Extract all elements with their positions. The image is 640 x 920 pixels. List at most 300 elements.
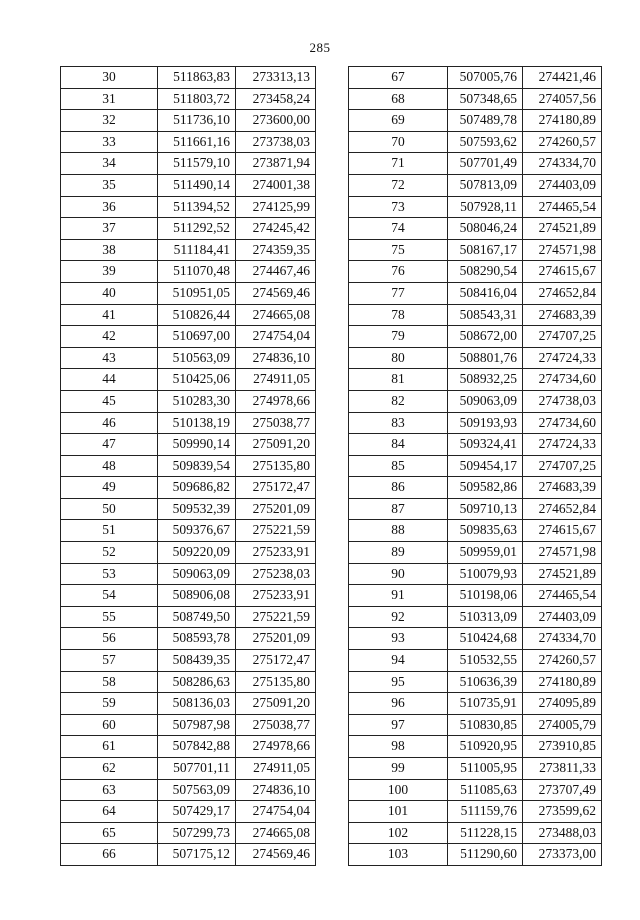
y-coordinate-cell: 274571,98: [523, 239, 602, 261]
table-row: [349, 758, 602, 780]
point-number-cell: 63: [61, 779, 158, 801]
point-number-cell: 77: [349, 282, 448, 304]
y-coordinate-cell: 274665,08: [236, 822, 316, 844]
x-coordinate-cell: 510313,09: [448, 606, 523, 628]
x-coordinate-cell: 507701,11: [158, 758, 236, 780]
y-coordinate-cell: 275091,20: [236, 434, 316, 456]
table-row: [349, 412, 602, 434]
point-number-cell: 79: [349, 326, 448, 348]
table-row: [349, 822, 602, 844]
point-number-cell: 81: [349, 369, 448, 391]
x-coordinate-cell: 509063,09: [158, 563, 236, 585]
y-coordinate-cell: 274754,04: [236, 801, 316, 823]
table-row: [349, 693, 602, 715]
x-coordinate-cell: 511085,63: [448, 779, 523, 801]
y-coordinate-cell: 275135,80: [236, 671, 316, 693]
y-coordinate-cell: 274734,60: [523, 412, 602, 434]
y-coordinate-cell: 273707,49: [523, 779, 602, 801]
point-number-cell: 44: [61, 369, 158, 391]
x-coordinate-cell: 509835,63: [448, 520, 523, 542]
table-row: [349, 628, 602, 650]
table-row: [61, 390, 316, 412]
table-row: [61, 801, 316, 823]
y-coordinate-cell: 275038,77: [236, 412, 316, 434]
y-coordinate-cell: 275172,47: [236, 650, 316, 672]
y-coordinate-cell: 274260,57: [523, 131, 602, 153]
x-coordinate-cell: 511579,10: [158, 153, 236, 175]
y-coordinate-cell: 274180,89: [523, 671, 602, 693]
table-row: [61, 779, 316, 801]
table-row: [61, 844, 316, 866]
table-row: [349, 606, 602, 628]
y-coordinate-cell: 274652,84: [523, 282, 602, 304]
y-coordinate-cell: 274359,35: [236, 239, 316, 261]
point-number-cell: 96: [349, 693, 448, 715]
table-row: [349, 434, 602, 456]
y-coordinate-cell: 274665,08: [236, 304, 316, 326]
y-coordinate-cell: 273458,24: [236, 88, 316, 110]
table-row: [61, 88, 316, 110]
x-coordinate-cell: 508672,00: [448, 326, 523, 348]
point-number-cell: 93: [349, 628, 448, 650]
table-row: [349, 131, 602, 153]
x-coordinate-cell: 507005,76: [448, 67, 523, 89]
y-coordinate-cell: 274465,54: [523, 196, 602, 218]
x-coordinate-cell: 510283,30: [158, 390, 236, 412]
table-row: [61, 239, 316, 261]
table-row: [349, 347, 602, 369]
table-row: [61, 477, 316, 499]
x-coordinate-cell: 509839,54: [158, 455, 236, 477]
point-number-cell: 82: [349, 390, 448, 412]
x-coordinate-cell: 510920,95: [448, 736, 523, 758]
point-number-cell: 69: [349, 110, 448, 132]
point-number-cell: 54: [61, 585, 158, 607]
point-number-cell: 72: [349, 174, 448, 196]
y-coordinate-cell: 274521,89: [523, 563, 602, 585]
y-coordinate-cell: 274738,03: [523, 390, 602, 412]
x-coordinate-cell: 511005,95: [448, 758, 523, 780]
x-coordinate-cell: 510424,68: [448, 628, 523, 650]
y-coordinate-cell: 274125,99: [236, 196, 316, 218]
point-number-cell: 36: [61, 196, 158, 218]
point-number-cell: 75: [349, 239, 448, 261]
x-coordinate-cell: 508801,76: [448, 347, 523, 369]
y-coordinate-cell: 273599,62: [523, 801, 602, 823]
x-coordinate-cell: 510636,39: [448, 671, 523, 693]
point-number-cell: 86: [349, 477, 448, 499]
point-number-cell: 64: [61, 801, 158, 823]
y-coordinate-cell: 274754,04: [236, 326, 316, 348]
x-coordinate-cell: 510425,06: [158, 369, 236, 391]
table-row: [349, 390, 602, 412]
y-coordinate-cell: 274095,89: [523, 693, 602, 715]
table-row: [61, 196, 316, 218]
table-row: [61, 218, 316, 240]
y-coordinate-cell: 273871,94: [236, 153, 316, 175]
x-coordinate-cell: 507842,88: [158, 736, 236, 758]
table-row: [349, 153, 602, 175]
x-coordinate-cell: 510198,06: [448, 585, 523, 607]
x-coordinate-cell: 509193,93: [448, 412, 523, 434]
x-coordinate-cell: 510735,91: [448, 693, 523, 715]
table-row: [349, 218, 602, 240]
point-number-cell: 103: [349, 844, 448, 866]
point-number-cell: 90: [349, 563, 448, 585]
y-coordinate-cell: 273738,03: [236, 131, 316, 153]
coordinates-table-left: [60, 66, 316, 866]
y-coordinate-cell: 274334,70: [523, 153, 602, 175]
y-coordinate-cell: 275201,09: [236, 628, 316, 650]
table-row: [61, 326, 316, 348]
point-number-cell: 48: [61, 455, 158, 477]
table-row: [349, 563, 602, 585]
y-coordinate-cell: 274683,39: [523, 304, 602, 326]
table-row: [349, 585, 602, 607]
point-number-cell: 74: [349, 218, 448, 240]
table-row: [61, 282, 316, 304]
x-coordinate-cell: 509582,86: [448, 477, 523, 499]
x-coordinate-cell: 508290,54: [448, 261, 523, 283]
table-row: [61, 434, 316, 456]
x-coordinate-cell: 508749,50: [158, 606, 236, 628]
table-row: [349, 844, 602, 866]
x-coordinate-cell: 510697,00: [158, 326, 236, 348]
x-coordinate-cell: 508906,08: [158, 585, 236, 607]
table-row: [349, 542, 602, 564]
y-coordinate-cell: 274707,25: [523, 455, 602, 477]
table-row: [349, 714, 602, 736]
x-coordinate-cell: 511070,48: [158, 261, 236, 283]
table-row: [349, 261, 602, 283]
y-coordinate-cell: 274911,05: [236, 758, 316, 780]
y-coordinate-cell: 274467,46: [236, 261, 316, 283]
table-row: [349, 239, 602, 261]
y-coordinate-cell: 274334,70: [523, 628, 602, 650]
y-coordinate-cell: 275238,03: [236, 563, 316, 585]
y-coordinate-cell: 275221,59: [236, 520, 316, 542]
table-row: [61, 736, 316, 758]
point-number-cell: 45: [61, 390, 158, 412]
table-row: [349, 477, 602, 499]
point-number-cell: 59: [61, 693, 158, 715]
table-row: [349, 196, 602, 218]
point-number-cell: 39: [61, 261, 158, 283]
table-row: [61, 714, 316, 736]
table-row: [61, 758, 316, 780]
table-row: [61, 110, 316, 132]
table-row: [61, 520, 316, 542]
y-coordinate-cell: 274421,46: [523, 67, 602, 89]
x-coordinate-cell: 507813,09: [448, 174, 523, 196]
y-coordinate-cell: 274911,05: [236, 369, 316, 391]
x-coordinate-cell: 509990,14: [158, 434, 236, 456]
table-body: [61, 67, 316, 866]
point-number-cell: 62: [61, 758, 158, 780]
point-number-cell: 42: [61, 326, 158, 348]
point-number-cell: 50: [61, 498, 158, 520]
point-number-cell: 37: [61, 218, 158, 240]
table-row: [349, 304, 602, 326]
x-coordinate-cell: 507563,09: [158, 779, 236, 801]
x-coordinate-cell: 508439,35: [158, 650, 236, 672]
coordinates-table-right: [348, 66, 602, 866]
y-coordinate-cell: 275221,59: [236, 606, 316, 628]
table-row: [61, 153, 316, 175]
table-row: [61, 455, 316, 477]
table-row: [349, 520, 602, 542]
x-coordinate-cell: 510830,85: [448, 714, 523, 736]
x-coordinate-cell: 510138,19: [158, 412, 236, 434]
table-row: [61, 542, 316, 564]
table-row: [61, 347, 316, 369]
x-coordinate-cell: 507701,49: [448, 153, 523, 175]
point-number-cell: 38: [61, 239, 158, 261]
point-number-cell: 95: [349, 671, 448, 693]
y-coordinate-cell: 273600,00: [236, 110, 316, 132]
table-row: [349, 736, 602, 758]
point-number-cell: 56: [61, 628, 158, 650]
point-number-cell: 47: [61, 434, 158, 456]
point-number-cell: 35: [61, 174, 158, 196]
point-number-cell: 33: [61, 131, 158, 153]
point-number-cell: 31: [61, 88, 158, 110]
table-row: [349, 779, 602, 801]
y-coordinate-cell: 274403,09: [523, 174, 602, 196]
point-number-cell: 88: [349, 520, 448, 542]
x-coordinate-cell: 509959,01: [448, 542, 523, 564]
y-coordinate-cell: 274057,56: [523, 88, 602, 110]
table-row: [61, 606, 316, 628]
x-coordinate-cell: 511394,52: [158, 196, 236, 218]
y-coordinate-cell: 273910,85: [523, 736, 602, 758]
x-coordinate-cell: 508286,63: [158, 671, 236, 693]
point-number-cell: 100: [349, 779, 448, 801]
y-coordinate-cell: 274707,25: [523, 326, 602, 348]
y-coordinate-cell: 274615,67: [523, 261, 602, 283]
table-row: [349, 498, 602, 520]
point-number-cell: 89: [349, 542, 448, 564]
y-coordinate-cell: 275038,77: [236, 714, 316, 736]
table-row: [349, 67, 602, 89]
x-coordinate-cell: 507489,78: [448, 110, 523, 132]
point-number-cell: 46: [61, 412, 158, 434]
table-row: [61, 628, 316, 650]
x-coordinate-cell: 509324,41: [448, 434, 523, 456]
point-number-cell: 102: [349, 822, 448, 844]
x-coordinate-cell: 511184,41: [158, 239, 236, 261]
x-coordinate-cell: 507987,98: [158, 714, 236, 736]
point-number-cell: 78: [349, 304, 448, 326]
x-coordinate-cell: 507348,65: [448, 88, 523, 110]
y-coordinate-cell: 274734,60: [523, 369, 602, 391]
y-coordinate-cell: 274569,46: [236, 282, 316, 304]
y-coordinate-cell: 274836,10: [236, 779, 316, 801]
table-row: [61, 174, 316, 196]
x-coordinate-cell: 508593,78: [158, 628, 236, 650]
point-number-cell: 67: [349, 67, 448, 89]
x-coordinate-cell: 507175,12: [158, 844, 236, 866]
table-row: [61, 693, 316, 715]
table-row: [61, 261, 316, 283]
point-number-cell: 65: [61, 822, 158, 844]
table-row: [61, 671, 316, 693]
point-number-cell: 99: [349, 758, 448, 780]
x-coordinate-cell: 511661,16: [158, 131, 236, 153]
x-coordinate-cell: 511290,60: [448, 844, 523, 866]
point-number-cell: 43: [61, 347, 158, 369]
y-coordinate-cell: 274260,57: [523, 650, 602, 672]
point-number-cell: 92: [349, 606, 448, 628]
y-coordinate-cell: 274724,33: [523, 347, 602, 369]
table-row: [349, 326, 602, 348]
point-number-cell: 84: [349, 434, 448, 456]
table-row: [61, 585, 316, 607]
table-row: [61, 131, 316, 153]
point-number-cell: 85: [349, 455, 448, 477]
table-row: [349, 455, 602, 477]
table-row: [61, 304, 316, 326]
table-row: [349, 282, 602, 304]
point-number-cell: 76: [349, 261, 448, 283]
x-coordinate-cell: 511863,83: [158, 67, 236, 89]
y-coordinate-cell: 274245,42: [236, 218, 316, 240]
x-coordinate-cell: 507299,73: [158, 822, 236, 844]
y-coordinate-cell: 275201,09: [236, 498, 316, 520]
y-coordinate-cell: 273488,03: [523, 822, 602, 844]
x-coordinate-cell: 511490,14: [158, 174, 236, 196]
table-row: [61, 822, 316, 844]
x-coordinate-cell: 507429,17: [158, 801, 236, 823]
table-body: [349, 67, 602, 866]
point-number-cell: 57: [61, 650, 158, 672]
y-coordinate-cell: 274005,79: [523, 714, 602, 736]
point-number-cell: 34: [61, 153, 158, 175]
point-number-cell: 68: [349, 88, 448, 110]
x-coordinate-cell: 511159,76: [448, 801, 523, 823]
table-row: [61, 650, 316, 672]
table-row: [349, 671, 602, 693]
point-number-cell: 49: [61, 477, 158, 499]
x-coordinate-cell: 511228,15: [448, 822, 523, 844]
x-coordinate-cell: 508932,25: [448, 369, 523, 391]
x-coordinate-cell: 509532,39: [158, 498, 236, 520]
table-row: [61, 563, 316, 585]
table-row: [349, 110, 602, 132]
point-number-cell: 53: [61, 563, 158, 585]
x-coordinate-cell: 510532,55: [448, 650, 523, 672]
point-number-cell: 97: [349, 714, 448, 736]
x-coordinate-cell: 510563,09: [158, 347, 236, 369]
y-coordinate-cell: 274521,89: [523, 218, 602, 240]
y-coordinate-cell: 275233,91: [236, 585, 316, 607]
y-coordinate-cell: 275172,47: [236, 477, 316, 499]
y-coordinate-cell: 275135,80: [236, 455, 316, 477]
y-coordinate-cell: 274001,38: [236, 174, 316, 196]
x-coordinate-cell: 509220,09: [158, 542, 236, 564]
table-row: [61, 369, 316, 391]
y-coordinate-cell: 274569,46: [236, 844, 316, 866]
x-coordinate-cell: 509063,09: [448, 390, 523, 412]
point-number-cell: 58: [61, 671, 158, 693]
point-number-cell: 66: [61, 844, 158, 866]
point-number-cell: 80: [349, 347, 448, 369]
y-coordinate-cell: 274978,66: [236, 390, 316, 412]
page-number: 285: [309, 40, 331, 55]
point-number-cell: 51: [61, 520, 158, 542]
table-row: [349, 801, 602, 823]
point-number-cell: 94: [349, 650, 448, 672]
y-coordinate-cell: 275233,91: [236, 542, 316, 564]
point-number-cell: 60: [61, 714, 158, 736]
y-coordinate-cell: 274652,84: [523, 498, 602, 520]
x-coordinate-cell: 511736,10: [158, 110, 236, 132]
y-coordinate-cell: 274403,09: [523, 606, 602, 628]
point-number-cell: 70: [349, 131, 448, 153]
x-coordinate-cell: 507928,11: [448, 196, 523, 218]
table-row: [61, 498, 316, 520]
point-number-cell: 101: [349, 801, 448, 823]
table-row: [349, 650, 602, 672]
y-coordinate-cell: 274615,67: [523, 520, 602, 542]
x-coordinate-cell: 510951,05: [158, 282, 236, 304]
table-row: [349, 369, 602, 391]
x-coordinate-cell: 508136,03: [158, 693, 236, 715]
point-number-cell: 98: [349, 736, 448, 758]
x-coordinate-cell: 508543,31: [448, 304, 523, 326]
point-number-cell: 41: [61, 304, 158, 326]
point-number-cell: 55: [61, 606, 158, 628]
y-coordinate-cell: 275091,20: [236, 693, 316, 715]
y-coordinate-cell: 274836,10: [236, 347, 316, 369]
y-coordinate-cell: 273373,00: [523, 844, 602, 866]
x-coordinate-cell: 509710,13: [448, 498, 523, 520]
x-coordinate-cell: 510826,44: [158, 304, 236, 326]
table-row: [61, 412, 316, 434]
y-coordinate-cell: 274465,54: [523, 585, 602, 607]
point-number-cell: 61: [61, 736, 158, 758]
table-row: [61, 67, 316, 89]
y-coordinate-cell: 274180,89: [523, 110, 602, 132]
x-coordinate-cell: 507593,62: [448, 131, 523, 153]
point-number-cell: 87: [349, 498, 448, 520]
x-coordinate-cell: 510079,93: [448, 563, 523, 585]
y-coordinate-cell: 274571,98: [523, 542, 602, 564]
point-number-cell: 52: [61, 542, 158, 564]
x-coordinate-cell: 511292,52: [158, 218, 236, 240]
y-coordinate-cell: 274683,39: [523, 477, 602, 499]
x-coordinate-cell: 509686,82: [158, 477, 236, 499]
point-number-cell: 71: [349, 153, 448, 175]
table-row: [349, 174, 602, 196]
y-coordinate-cell: 273313,13: [236, 67, 316, 89]
point-number-cell: 73: [349, 196, 448, 218]
point-number-cell: 30: [61, 67, 158, 89]
x-coordinate-cell: 508046,24: [448, 218, 523, 240]
x-coordinate-cell: 508167,17: [448, 239, 523, 261]
x-coordinate-cell: 511803,72: [158, 88, 236, 110]
point-number-cell: 91: [349, 585, 448, 607]
table-row: [349, 88, 602, 110]
x-coordinate-cell: 509454,17: [448, 455, 523, 477]
x-coordinate-cell: 509376,67: [158, 520, 236, 542]
y-coordinate-cell: 274724,33: [523, 434, 602, 456]
x-coordinate-cell: 508416,04: [448, 282, 523, 304]
point-number-cell: 40: [61, 282, 158, 304]
point-number-cell: 83: [349, 412, 448, 434]
point-number-cell: 32: [61, 110, 158, 132]
y-coordinate-cell: 274978,66: [236, 736, 316, 758]
